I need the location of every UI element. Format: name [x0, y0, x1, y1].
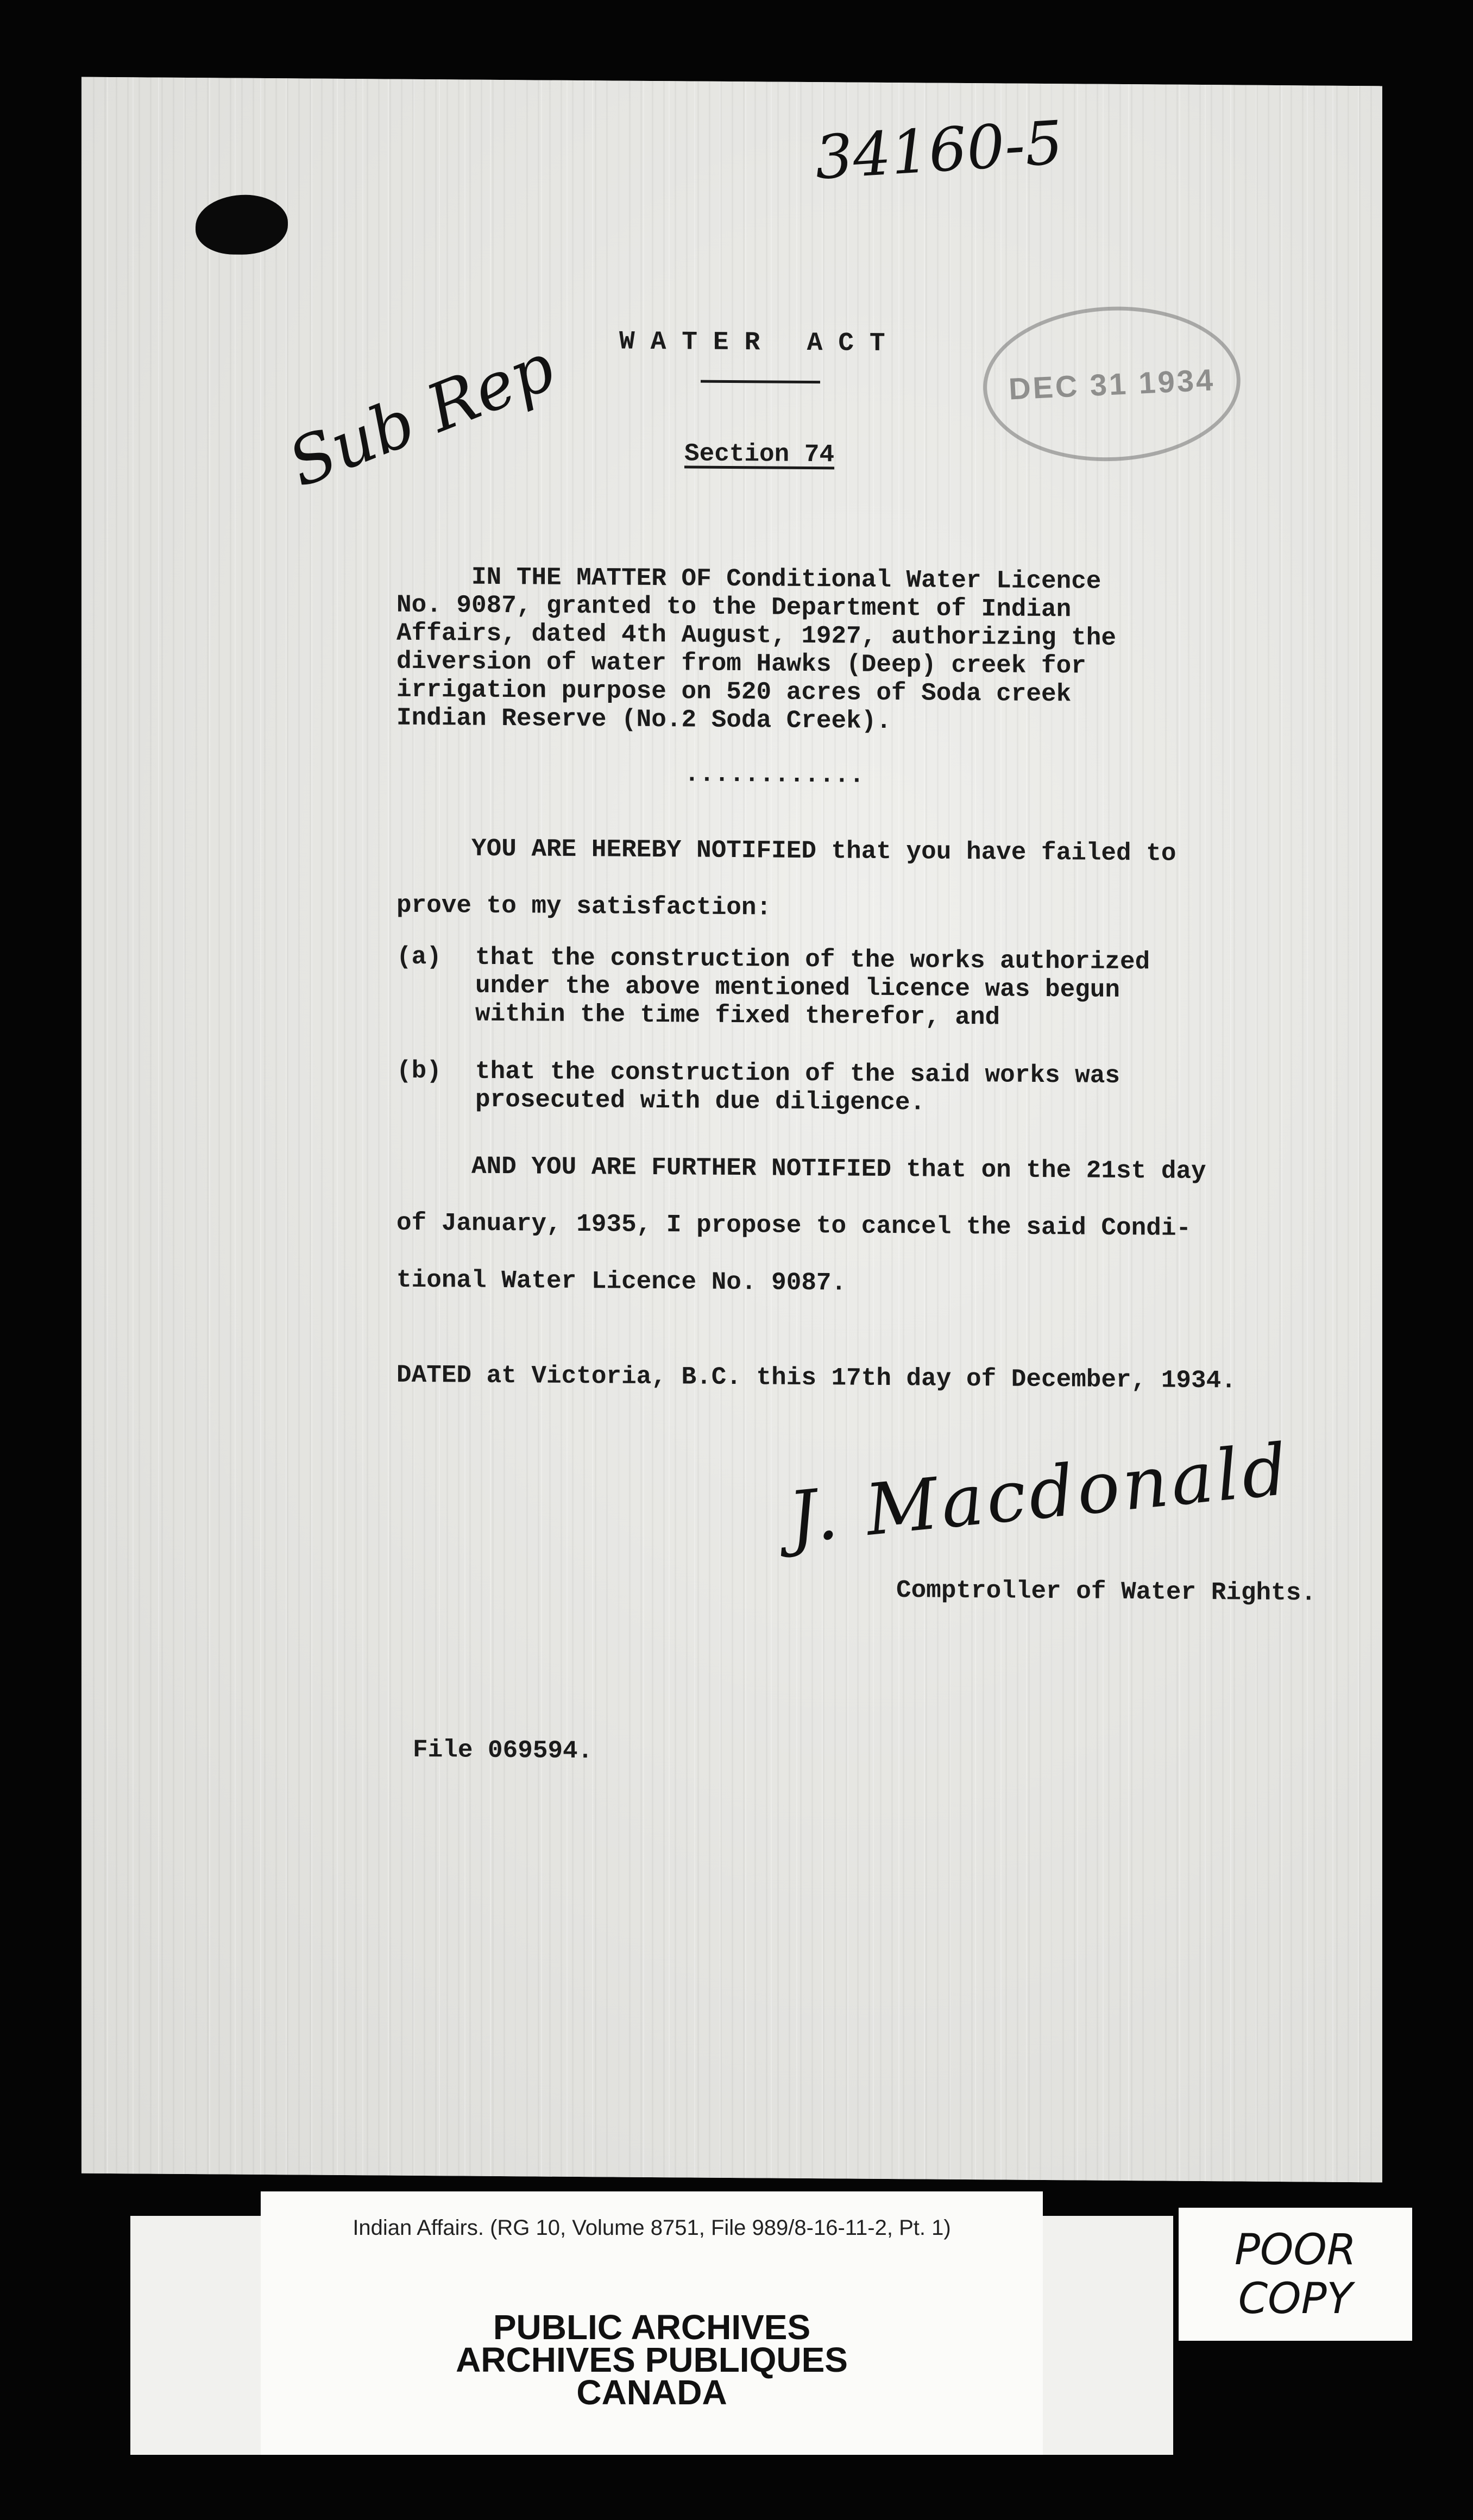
- dotted-separator: ............: [684, 760, 865, 790]
- poor-copy-label: [1179, 2208, 1412, 2341]
- punch-hole: [196, 194, 288, 255]
- item-a-line: under the above mentioned licence was begun: [475, 971, 1120, 1004]
- matter-line: diversion of water from Hawks (Deep) creek for: [396, 647, 1086, 681]
- document-page: [81, 77, 1382, 2183]
- poor-copy-line: COPY: [1238, 2274, 1353, 2323]
- archive-label-line: PUBLIC ARCHIVES: [493, 2308, 811, 2347]
- archive-reference: [261, 2191, 1043, 2265]
- matter-line: No. 9087, granted to the Department of Indian: [396, 590, 1072, 624]
- item-a-marker: (a): [396, 942, 442, 972]
- archive-reference-text: Indian Affairs. (RG 10, Volume 8751, File 989/8-16-11-2, Pt. 1): [352, 2216, 951, 2240]
- file-reference: File 069594.: [413, 1735, 593, 1766]
- further-line: AND YOU ARE FURTHER NOTIFIED that on the 21st day: [396, 1151, 1206, 1186]
- title-rule: [701, 380, 820, 384]
- archive-label-line: CANADA: [576, 2373, 727, 2412]
- matter-line: IN THE MATTER OF Conditional Water Licence: [396, 562, 1101, 596]
- date-received-stamp: [979, 301, 1244, 467]
- matter-line: Affairs, dated 4th August, 1927, authorizing the: [396, 619, 1117, 652]
- poor-copy-line: POOR: [1234, 2225, 1357, 2275]
- matter-line: Indian Reserve (No.2 Soda Creek).: [396, 703, 891, 736]
- archive-label: [261, 2265, 1043, 2455]
- section-heading: Section 74: [684, 439, 835, 469]
- item-a-line: within the time fixed therefor, and: [475, 999, 1000, 1032]
- handwritten-margin-note: Sub Rep: [278, 329, 565, 502]
- notice-line: prove to my satisfaction:: [396, 891, 772, 922]
- stamp-date: DEC 31 1934: [1008, 362, 1216, 406]
- item-b-marker: (b): [396, 1056, 442, 1086]
- signer-title: Comptroller of Water Rights.: [896, 1576, 1316, 1608]
- item-a-line: that the construction of the works authorized: [475, 943, 1150, 976]
- notice-line: YOU ARE HEREBY NOTIFIED that you have failed to: [396, 834, 1176, 868]
- dated-line: DATED at Victoria, B.C. this 17th day of December, 1934.: [396, 1360, 1236, 1395]
- document-title: W A T E R A C T: [619, 327, 885, 358]
- handwritten-file-number: 34160-5: [813, 108, 1066, 193]
- matter-line: irrigation purpose on 520 acres of Soda creek: [396, 675, 1072, 709]
- item-b-line: prosecuted with due diligence.: [475, 1085, 926, 1117]
- signature: J. Macdonald: [784, 1428, 1295, 1559]
- archive-label-line: ARCHIVES PUBLIQUES: [456, 2340, 848, 2379]
- further-line: of January, 1935, I propose to cancel the said Condi-: [396, 1208, 1192, 1243]
- further-line: tional Water Licence No. 9087.: [396, 1265, 847, 1297]
- item-b-line: that the construction of the said works was: [475, 1057, 1120, 1090]
